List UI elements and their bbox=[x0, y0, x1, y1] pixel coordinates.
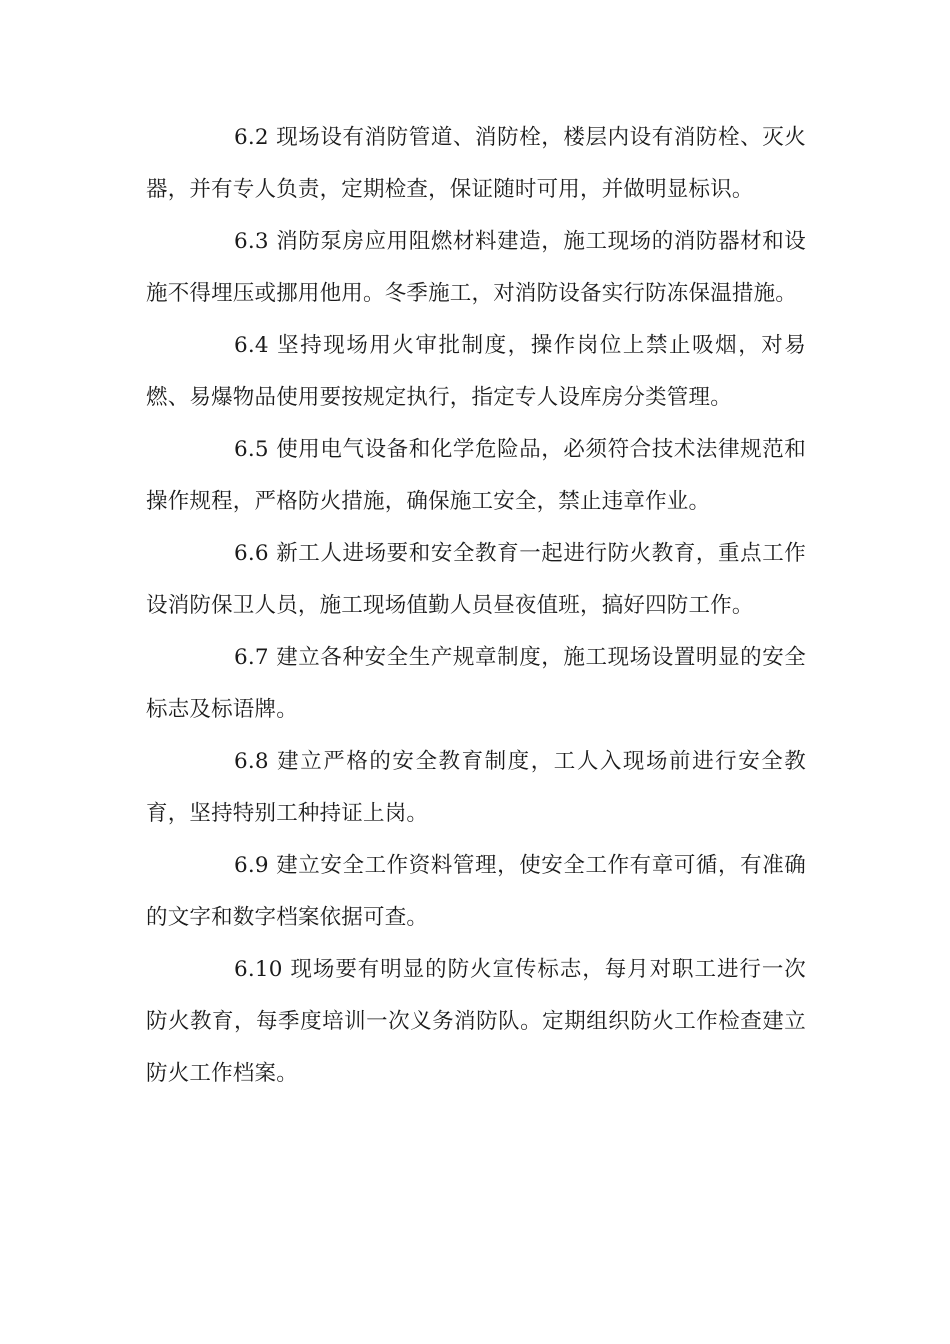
paragraph-6-10: 6.10 现场要有明显的防火宣传标志，每月对职工进行一次防火教育，每季度培训一次义务消防队。定期组织防火工作检查建立防火工作档案。 bbox=[146, 957, 806, 1086]
document-body bbox=[146, 112, 806, 1100]
paragraph-6-5: 6.5 使用电气设备和化学危险品，必须符合技术法律规范和操作规程，严格防火措施，确保施工安全，禁止违章作业。 bbox=[146, 437, 806, 514]
paragraph-6-6: 6.6 新工人进场要和安全教育一起进行防火教育，重点工作设消防保卫人员，施工现场值勤人员昼夜值班，搞好四防工作。 bbox=[146, 541, 806, 618]
paragraph-6-9: 6.9 建立安全工作资料管理，使安全工作有章可循，有准确的文字和数字档案依据可查。 bbox=[146, 853, 806, 930]
paragraph-6-7: 6.7 建立各种安全生产规章制度，施工现场设置明显的安全标志及标语牌。 bbox=[146, 645, 806, 722]
paragraph-6-3: 6.3 消防泵房应用阻燃材料建造，施工现场的消防器材和设施不得埋压或挪用他用。冬季施工，对消防设备实行防冻保温措施。 bbox=[146, 229, 806, 306]
paragraph-6-4: 6.4 坚持现场用火审批制度，操作岗位上禁止吸烟，对易燃、易爆物品使用要按规定执行，指定专人设库房分类管理。 bbox=[146, 333, 806, 410]
paragraph-6-8: 6.8 建立严格的安全教育制度，工人入现场前进行安全教育，坚持特别工种持证上岗。 bbox=[146, 749, 806, 826]
paragraph-6-2: 6.2 现场设有消防管道、消防栓，楼层内设有消防栓、灭火器，并有专人负责，定期检查，保证随时可用，并做明显标识。 bbox=[146, 125, 806, 202]
